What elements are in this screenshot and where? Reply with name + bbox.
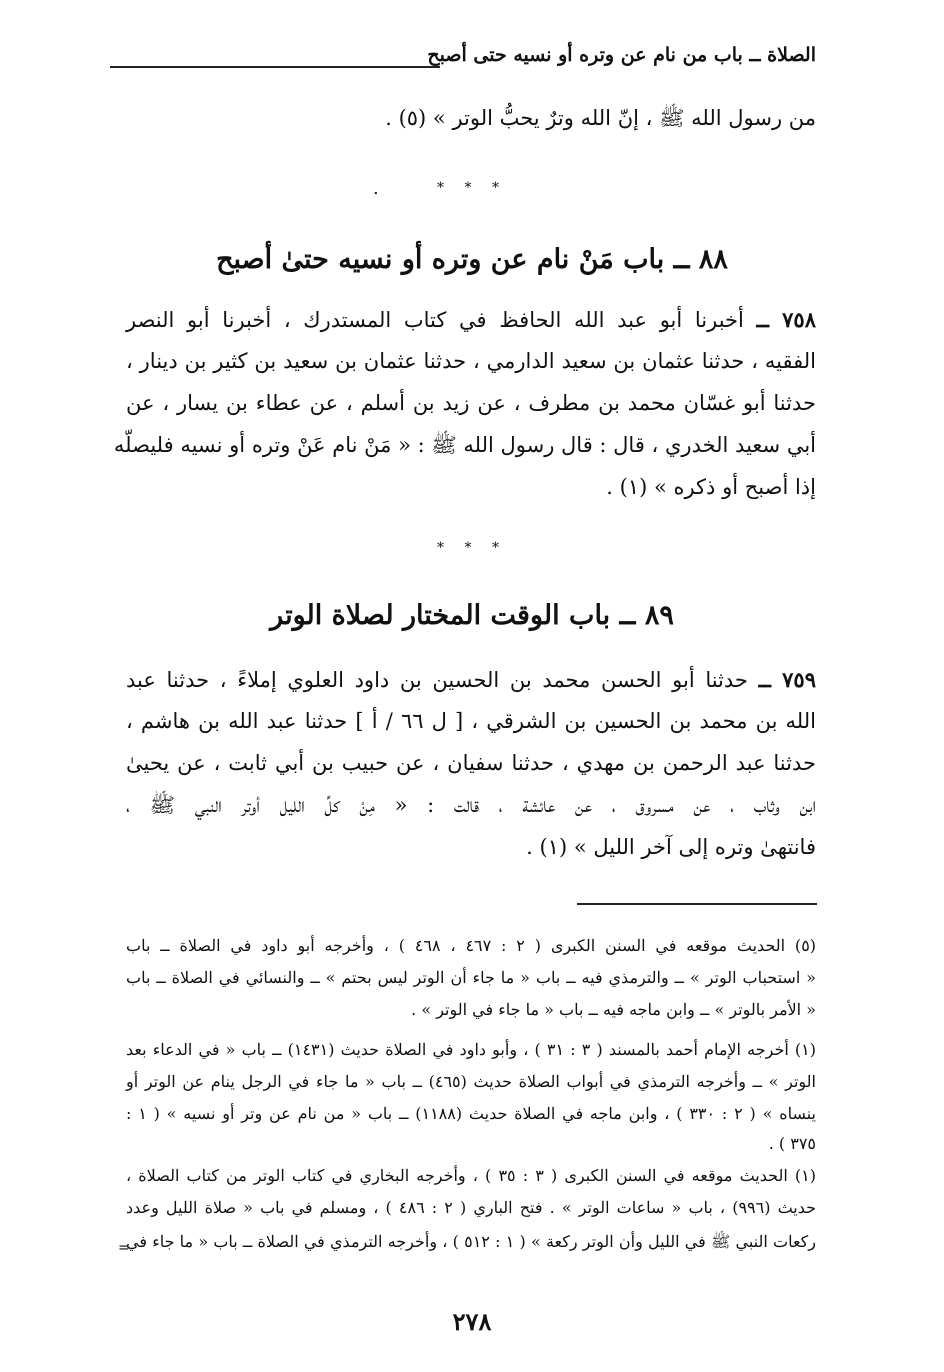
hadith-text: حدثنا أبو الحسن محمد بن الحسين بن داود العلوي إملاءً ، حدثنا عبد (126, 668, 748, 692)
footnote-3-line-1: (١) الحديث موقعه في السنن الكبرى ( ٣ : ٣٥ ) ، وأخرجه البخاري في كتاب الوتر من كتاب الصلاة ، (126, 1166, 817, 1185)
chapter-88-heading: ٨٨ ــ باب مَنْ نام عن وتره أو نسيه حتىٰ أصبح (216, 244, 728, 275)
hadith-759-line-3: حدثنا عبد الرحمن بن مهدي ، حدثنا سفيان ، عن حبيب بن أبي ثابت ، عن يحيىٰ (126, 751, 816, 775)
section-separator: * * * (437, 180, 507, 196)
hadith-text: أخبرنا أبو عبد الله الحافظ في كتاب المستدرك ، أخبرنا أبو النصر (126, 308, 744, 332)
hadith-number: ٧٥٩ ــ (758, 667, 816, 692)
section-separator: * * * (437, 540, 507, 556)
footnote-2-line-1: (١) أخرجه الإمام أحمد بالمسند ( ٣ : ٣١ ) ، وأبو داود في الصلاة حديث (١٤٣١) ــ باب « في الدعاء بعد (126, 1040, 817, 1059)
hadith-758-line-4: أبي سعيد الخدري ، قال : قال رسول الله ﷺ : « مَنْ نام عَنْ وتره أو نسيه فليصلّه (113, 433, 816, 457)
chapter-89-heading: ٨٩ ــ باب الوقت المختار لصلاة الوتر (270, 600, 674, 631)
hadith-759-line-2: الله بن محمد بن الحسين بن الشرقي ، [ ل ٦٦ / أ ] حدثنا عبد الله بن هاشم ، (126, 709, 816, 733)
hadith-759-line-5: فانتهىٰ وتره إلى آخر الليل » (١) . (526, 835, 816, 859)
hadith-758-line-1 (126, 307, 816, 333)
header-rule (110, 66, 440, 68)
hadith-758-line-2: الفقيه ، حدثنا عثمان بن سعيد الدارمي ، حدثنا عثمان بن سعيد بن كثير بن دينار ، (126, 349, 816, 373)
footnote-1-line-1: (٥) الحديث موقعه في السنن الكبرى ( ٢ : ٤٦٧ ، ٤٦٨ ) ، وأخرجه أبو داود في الصلاة ــ باب (126, 936, 817, 955)
hadith-759-line-1 (126, 667, 816, 693)
footnote-2-line-2: الوتر » ــ وأخرجه الترمذي في أبواب الصلاة حديث (٤٦٥) ــ باب « ما جاء في الرجل ينام عن الوتر أو (126, 1072, 816, 1091)
footnote-3-line-3: ركعات النبي ﷺ في الليل وأن الوتر ركعة » ( ١ : ٥١٢ ) ، وأخرجه الترمذي في الصلاة ــ باب « ما جاء في (126, 1232, 817, 1251)
footnote-3-line-2: حديث (٩٩٦) ، باب « ساعات الوتر » . فتح الباري ( ٢ : ٤٨٦ ) ، ومسلم في باب « صلاة الليل وعدد (126, 1198, 817, 1217)
opening-line: من رسول الله ﷺ ، إنّ الله وترٌ يحبُّ الوتر » (٥) . (385, 106, 816, 130)
footnote-2-line-3: ينساه » ( ٢ : ٣٣٠ ) ، وابن ماجه في الصلاة حديث (١١٨٨) ــ باب « من نام عن وتر أو نسيه » ( ١ : (126, 1104, 817, 1123)
stray-dot: . (373, 178, 379, 199)
footnote-1-line-3: « الأمر بالوتر » ــ وابن ماجه فيه ــ باب « ما جاء في الوتر » . (411, 1000, 816, 1019)
hadith-758-line-5: إذا أصبح أو ذكره » (١) . (606, 475, 816, 499)
footnote-1-line-2: « استحباب الوتر » ــ والترمذي فيه ــ باب « ما جاء أن الوتر ليس بحتم » ــ والنسائي في الصلاة ــ باب (126, 968, 816, 987)
hadith-758-line-3: حدثنا أبو غسّان محمد بن مطرف ، عن زيد بن أسلم ، عن عطاء بن يسار ، عن (126, 391, 816, 415)
hadith-759-line-4: ابن وثاب ، عن مسروق ، عن عائشة ، قالت : « مِنْ كلِّ الليل أوتر النبي ﷺ ، (126, 793, 816, 817)
page-number: ٢٧٨ (452, 1307, 492, 1336)
continuation-mark: = (118, 1240, 130, 1256)
footnote-2-line-4: ٣٧٥ ) . (768, 1134, 816, 1153)
hadith-number: ٧٥٨ ــ (756, 307, 816, 332)
footnote-rule (577, 903, 817, 905)
running-head: الصلاة ــ باب من نام عن وتره أو نسيه حتى أصبح (427, 44, 816, 66)
